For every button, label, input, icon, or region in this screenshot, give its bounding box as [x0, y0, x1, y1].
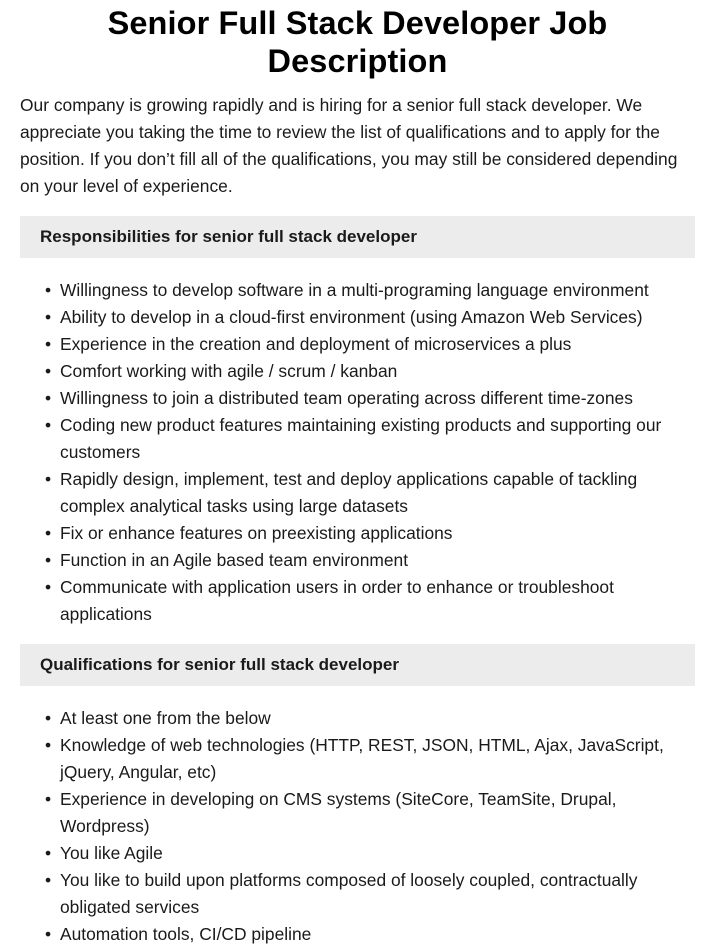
list-item: • Fix or enhance features on preexisting applications: [60, 520, 695, 547]
bullet-icon: •: [44, 577, 52, 597]
list-item: • Function in an Agile based team environment: [60, 547, 695, 574]
list-item: • Willingness to join a distributed team operating across different time-zones: [60, 385, 695, 412]
bullet-icon: •: [44, 523, 52, 543]
qualifications-list: [20, 705, 695, 948]
list-item: • Ability to develop in a cloud-first environment (using Amazon Web Services): [60, 304, 695, 331]
list-item: • Experience in the creation and deployment of microservices a plus: [60, 331, 695, 358]
bullet-icon: •: [44, 361, 52, 381]
bullet-icon: •: [44, 870, 52, 890]
responsibilities-list: [20, 277, 695, 628]
list-item: • At least one from the below: [60, 705, 695, 732]
list-item: • Knowledge of web technologies (HTTP, REST, JSON, HTML, Ajax, JavaScript, jQuery, Angular, etc): [60, 732, 695, 786]
bullet-icon: •: [44, 280, 52, 300]
bullet-icon: •: [44, 415, 52, 435]
list-item: • Rapidly design, implement, test and deploy applications capable of tackling complex analytical tasks using large datasets: [60, 466, 695, 520]
list-item: • You like Agile: [60, 840, 695, 867]
intro-paragraph: Our company is growing rapidly and is hiring for a senior full stack developer. We appreciate you taking the time to review the list of qualifications and to apply for the position. If you don’t fill all of the qualifications, you may still be considered depending on your level of experience.: [20, 95, 678, 196]
responsibilities-heading: Responsibilities for senior full stack developer: [20, 216, 695, 258]
list-item: • You like to build upon platforms composed of loosely coupled, contractually obligated services: [60, 867, 695, 921]
bullet-icon: •: [44, 789, 52, 809]
bullet-icon: •: [44, 735, 52, 755]
bullet-icon: •: [44, 550, 52, 570]
list-item: • Experience in developing on CMS systems (SiteCore, TeamSite, Drupal, Wordpress): [60, 786, 695, 840]
page-title: Senior Full Stack Developer Job Description: [107, 5, 608, 79]
bullet-icon: •: [44, 843, 52, 863]
list-item: • Automation tools, CI/CD pipeline: [60, 921, 695, 948]
bullet-icon: •: [44, 708, 52, 728]
bullet-icon: •: [44, 307, 52, 327]
bullet-icon: •: [44, 334, 52, 354]
list-item: • Willingness to develop software in a multi-programing language environment: [60, 277, 695, 304]
list-item: • Comfort working with agile / scrum / kanban: [60, 358, 695, 385]
list-item: • Coding new product features maintaining existing products and supporting our customers: [60, 412, 695, 466]
qualifications-heading: Qualifications for senior full stack developer: [20, 644, 695, 686]
bullet-icon: •: [44, 924, 52, 944]
bullet-icon: •: [44, 388, 52, 408]
list-item: • Communicate with application users in order to enhance or troubleshoot applications: [60, 574, 695, 628]
bullet-icon: •: [44, 469, 52, 489]
